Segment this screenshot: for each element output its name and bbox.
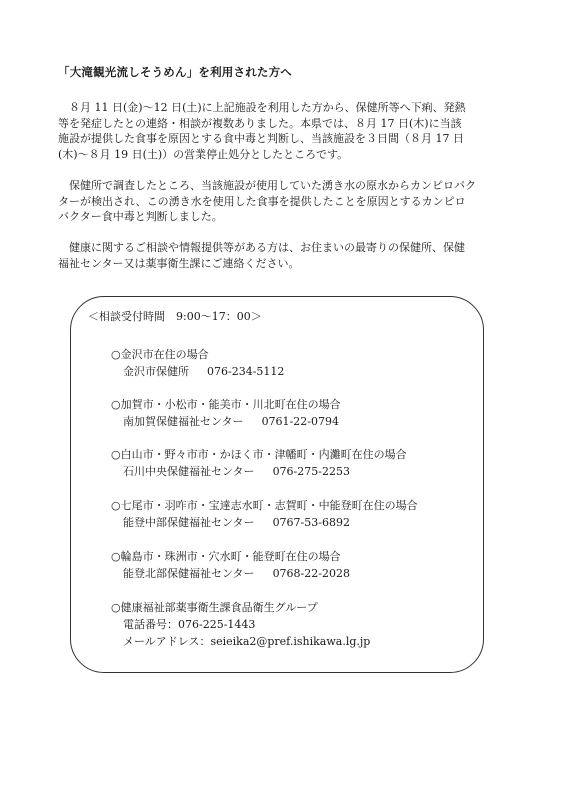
office-detail bbox=[111, 514, 418, 531]
paragraph-incident bbox=[58, 100, 506, 162]
office-entry bbox=[111, 346, 284, 380]
office-detail bbox=[111, 565, 350, 582]
paragraph-line: (木)～８月 19 日(土)）の営業停止処分としたところです。 bbox=[58, 147, 349, 161]
office-phone: 0768-22-2028 bbox=[272, 567, 350, 580]
office-name: 金沢市保健所 bbox=[123, 365, 189, 378]
paragraph-line: バクター食中毒と判断しました。 bbox=[58, 210, 223, 223]
office-entry bbox=[111, 497, 418, 531]
office-area: ○加賀市・小松市・能美市・川北町在住の場合 bbox=[111, 398, 341, 411]
office-area: ○輪島市・珠洲市・穴水町・能登町在住の場合 bbox=[111, 550, 341, 563]
paragraph-line: ８月 11 日(金)～12 日(土)に上記施設を利用した方から、保健所等へ下痢、発熱 bbox=[58, 101, 466, 114]
office-name: 石川中央保健福祉センター bbox=[123, 465, 255, 478]
office-phone: 076-234-5112 bbox=[207, 365, 285, 378]
paragraph-line: ターが検出され、この湧き水を使用した食事を提供したことを原因とするカンピロ bbox=[58, 194, 466, 208]
office-entry bbox=[111, 446, 407, 480]
office-name: 能登北部保健福祉センター bbox=[123, 567, 255, 580]
paragraph-line: 等を発症したとの連絡・相談が複数ありました。本県では、８月 17 日(木)に当該 bbox=[58, 116, 462, 130]
office-name: 南加賀保健福祉センター bbox=[123, 415, 244, 428]
paragraph-line: 健康に関するご相談や情報提供等がある方は、お住まいの最寄りの保健所、保健 bbox=[58, 241, 465, 254]
department-phone: 電話番号：076-225-1443 bbox=[123, 618, 256, 631]
office-phone: 0761-22-0794 bbox=[261, 415, 339, 428]
paragraph-line: 施設が提供した食事を原因とする食中毒と判断し、当該施設を３日間（８月 17 日 bbox=[58, 132, 464, 145]
notice-title: 「大滝観光流しそうめん」を利用された方へ bbox=[58, 65, 292, 79]
office-entry bbox=[111, 396, 341, 430]
office-phone: 076-275-2253 bbox=[272, 465, 350, 478]
paragraph-contact-request bbox=[58, 240, 506, 271]
office-phone: 0767-53-6892 bbox=[272, 516, 350, 529]
office-entry bbox=[111, 548, 350, 582]
office-name: 能登中部保健福祉センター bbox=[123, 516, 255, 529]
paragraph-line: 保健所で調査したところ、当該施設が使用していた湧き水の原水からカンピロバク bbox=[58, 179, 476, 192]
office-area: ○金沢市在住の場合 bbox=[111, 348, 209, 361]
department-entry bbox=[111, 599, 370, 650]
department-email: メールアドレス：seieika2@pref.ishikawa.lg.jp bbox=[123, 635, 371, 648]
office-area: ○七尾市・羽咋市・宝達志水町・志賀町・中能登町在住の場合 bbox=[111, 499, 418, 512]
paragraph-investigation bbox=[58, 178, 506, 225]
paragraph-line: 福祉センター又は薬事衛生課にご連絡ください。 bbox=[58, 256, 300, 270]
office-detail bbox=[111, 413, 341, 430]
office-detail bbox=[111, 463, 407, 480]
office-area: ○白山市・野々市市・かほく市・津幡町・内灘町在住の場合 bbox=[111, 448, 407, 461]
office-detail bbox=[111, 363, 284, 380]
consultation-hours: ＜相談受付時間 9:00～17：00＞ bbox=[88, 310, 262, 323]
department-name: ○健康福祉部薬事衛生課食品衛生グループ bbox=[111, 601, 318, 614]
